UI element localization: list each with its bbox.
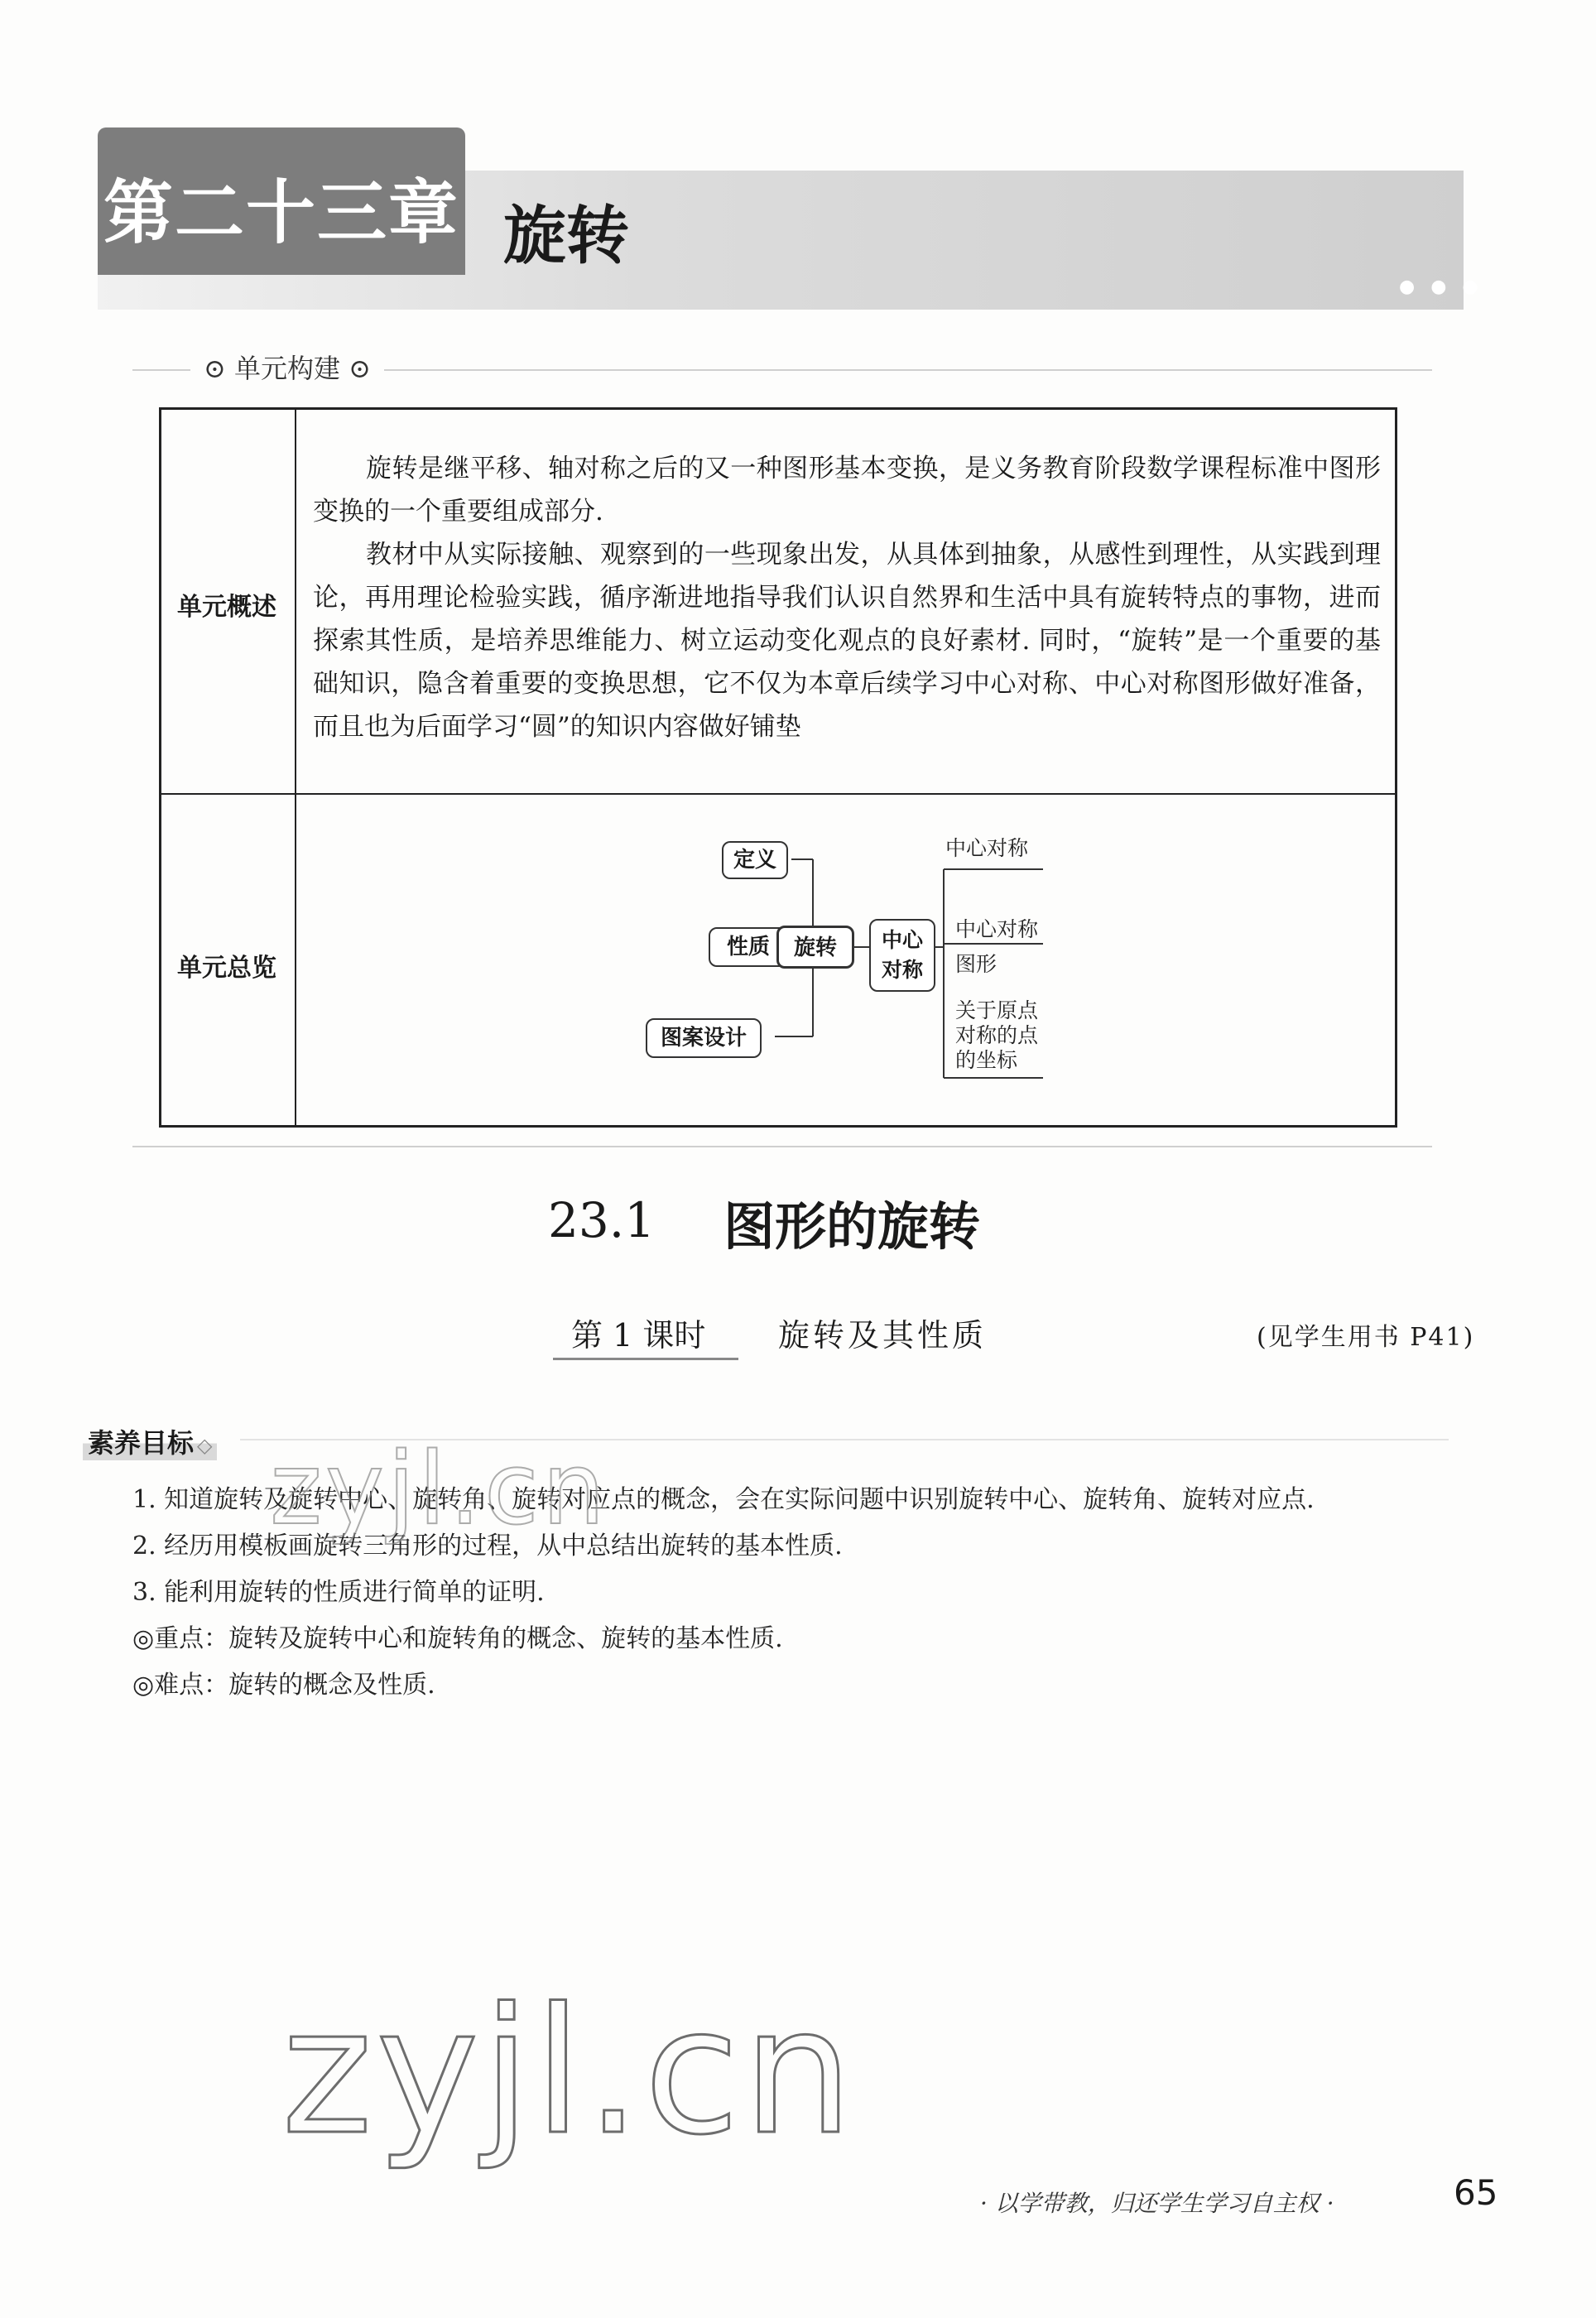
- lesson-number-underline: [553, 1358, 738, 1360]
- lesson-number: 第 1 课时: [571, 1317, 706, 1354]
- map-node-rotation: 旋转: [776, 926, 854, 969]
- lesson-reference: (见学生用书 P41): [1257, 1323, 1475, 1352]
- chapter-decoration-dots: ● ● ●: [1399, 277, 1483, 297]
- overview-paragraph-1: 旋转是继平移、轴对称之后的又一种图形基本变换，是义务教育阶段数学课程标准中图形变换的一个重要组成部分.: [313, 454, 1381, 527]
- summary-heading: 单元总览: [177, 954, 276, 983]
- goal-key-point: ◎重点：旋转及旋转中心和旋转角的概念、旋转的基本性质.: [132, 1624, 783, 1653]
- footer-motto: · 以学带教，归还学生学习自主权 ·: [980, 2190, 1334, 2217]
- chapter-label: 第二十三章: [103, 172, 459, 253]
- section-title: 图形的旋转: [723, 1196, 981, 1257]
- watermark-large: zyjl.cn: [281, 1970, 857, 2173]
- map-node-pattern-design: 图案设计: [646, 1018, 762, 1058]
- page-number: 65: [1454, 2172, 1498, 2213]
- chapter-title: 旋转: [503, 199, 629, 272]
- goal-difficult-point: ◎难点：旋转的概念及性质.: [132, 1671, 435, 1700]
- map-node-center-symmetry: 中心 对称: [869, 919, 935, 992]
- unit-section-label: ⊙ 单元构建 ⊙: [190, 348, 384, 386]
- overview-text: [313, 447, 1381, 748]
- map-leaf-origin-symmetric-line3: 的坐标: [955, 1048, 1018, 1072]
- section-number: 23.1: [548, 1192, 656, 1248]
- goal-item-2: 2. 经历用模板画旋转三角形的过程，从中总结出旋转的基本性质.: [132, 1532, 843, 1561]
- lesson-title: 旋转及其性质: [778, 1317, 988, 1354]
- unit-mind-map-connectors: [629, 820, 1093, 1101]
- goal-item-1: 1. 知道旋转及旋转中心、旋转角、旋转对应点的概念，会在实际问题中识别旋转中心、旋转角、旋转对应点.: [132, 1485, 1315, 1514]
- unit-table-column-divider: [295, 407, 296, 1128]
- diamond-icon: ◇: [197, 1434, 213, 1457]
- overview-heading: 单元概述: [177, 593, 276, 622]
- map-leaf-center-symmetric-figure-line2: 图形: [955, 952, 997, 976]
- map-leaf-center-symmetry: 中心对称: [945, 836, 1029, 860]
- goals-heading: [83, 1422, 217, 1460]
- map-leaf-origin-symmetric-line1: 关于原点: [955, 998, 1039, 1022]
- map-node-property: 性质: [709, 927, 788, 967]
- overview-paragraph-2: 教材中从实际接触、观察到的一些现象出发，从具体到抽象，从感性到理性，从实践到理论，再用理论检验实践，循序渐进地指导我们认识自然界和生活中具有旋转特点的事物，进而探索其性质，是培养思维能力、树立运动变化观点的良好素材. 同时，“旋转”是一个重要的基础知识，隐含着重要的变换思想，它不仅为本章后续学习中心对称、中心对称图形做好准备，而且也为后面学习“圆”的知识内容做好铺垫: [313, 540, 1381, 742]
- unit-section-bottom-rule: [132, 1146, 1432, 1147]
- watermark-small: zyjl.cn: [270, 1432, 608, 1547]
- goals-heading-text: 素养目标: [88, 1427, 195, 1459]
- map-leaf-center-symmetric-figure-line1: 中心对称: [955, 917, 1039, 941]
- map-leaf-origin-symmetric-line2: 对称的点: [955, 1023, 1039, 1047]
- goal-item-3: 3. 能利用旋转的性质进行简单的证明.: [132, 1578, 545, 1607]
- unit-table-row-divider: [159, 793, 1397, 795]
- map-node-definition: 定义: [722, 841, 788, 879]
